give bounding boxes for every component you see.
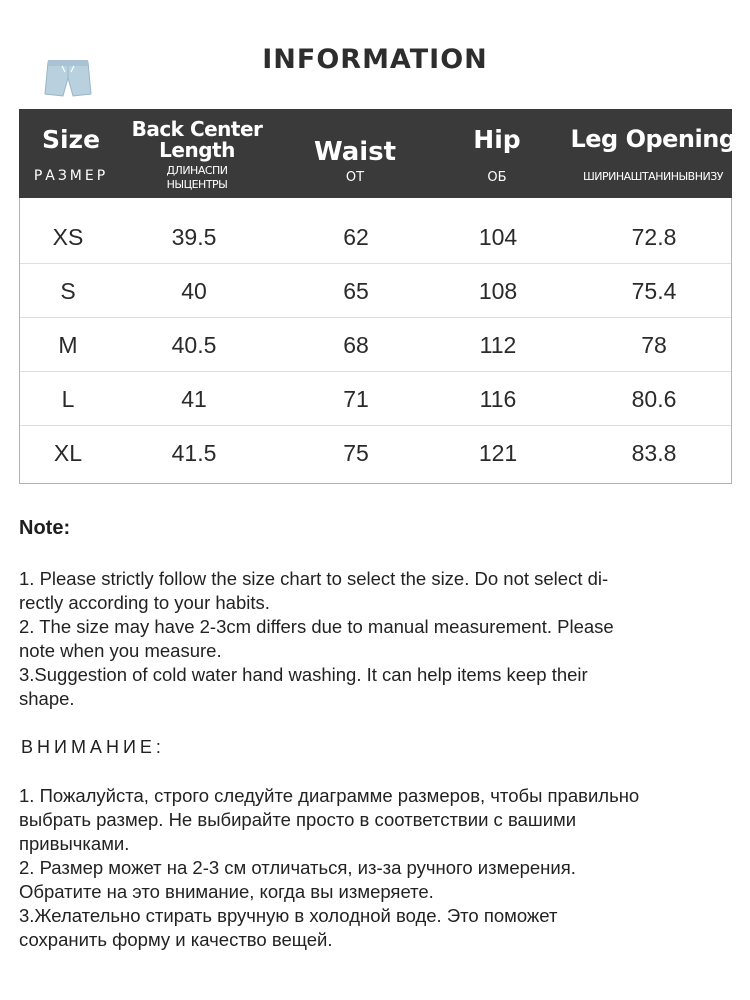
size-cell: XS (52, 224, 84, 250)
column-header-label-line1: Back Center (131, 117, 263, 141)
column-header-label-line2: Length (159, 138, 235, 162)
size-cell: M (58, 332, 78, 358)
page-title: INFORMATION (262, 44, 488, 75)
column-header-sublabel-line2: НЫЦЕНТРЫ (166, 178, 228, 191)
note-body-en (19, 567, 719, 711)
waist-cell: 71 (343, 386, 369, 412)
waist-cell: 65 (343, 278, 369, 304)
size-table (19, 109, 736, 484)
hip-cell: 104 (478, 224, 518, 250)
back-length-cell: 41.5 (171, 440, 217, 466)
leg-opening-cell: 80.6 (631, 386, 677, 412)
table-row (20, 318, 731, 372)
leg-opening-cell: 72.8 (631, 224, 677, 250)
note-line: rectly according to your habits. (19, 592, 270, 613)
hip-cell: 116 (479, 386, 517, 412)
back-length-cell: 40 (181, 278, 207, 304)
note-line: 2. The size may have 2-3cm differs due to manual measurement. Please (19, 616, 614, 637)
table-header (19, 109, 736, 198)
back-length-cell: 39.5 (171, 224, 217, 250)
column-header-back-center-length (123, 109, 271, 198)
column-header-sublabel: РАЗМЕР (33, 168, 109, 184)
column-header-label: Hip (473, 125, 521, 154)
note-line: 1. Пожалуйста, строго следуйте диаграмме размеров, чтобы правильно (19, 785, 640, 806)
note-title: Note: (19, 517, 71, 539)
column-header-sublabel: ОБ (487, 170, 507, 185)
column-header-label: Leg Opening (570, 125, 736, 153)
note-line: 2. Размер может на 2-3 см отличаться, из-за ручного измерения. (19, 857, 576, 878)
column-header-leg-opening (555, 109, 750, 198)
note-title-ru: ВНИМАНИЕ: (21, 737, 165, 757)
table-body (20, 210, 731, 480)
note-line: 3.Желательно стирать вручную в холодной воде. Это поможет (19, 905, 558, 926)
hip-cell: 108 (478, 278, 518, 304)
note-line: Обратите на это внимание, когда вы измеряете. (19, 881, 434, 902)
note-line: привычками. (19, 833, 130, 854)
table-row (20, 426, 731, 480)
waist-cell: 62 (343, 224, 369, 250)
column-header-sublabel: ШИРИНАШТАНИНЫВНИЗУ (583, 170, 723, 183)
column-header-size (19, 109, 123, 198)
waist-cell: 75 (343, 440, 369, 466)
waist-cell: 68 (343, 332, 369, 358)
leg-opening-cell: 75.4 (631, 278, 677, 304)
size-cell: XL (53, 440, 83, 466)
note-line: выбрать размер. Не выбирайте просто в соответствии с вашими (19, 809, 577, 830)
column-header-hip (439, 109, 555, 198)
hip-cell: 112 (479, 332, 517, 358)
note-line: note when you measure. (19, 640, 222, 661)
note-line: shape. (19, 688, 75, 709)
column-header-sublabel: ОТ (345, 170, 365, 185)
note-line: 1. Please strictly follow the size chart to select the size. Do not select di- (19, 568, 609, 589)
column-header-sublabel-line1: ДЛИНАСПИ (166, 164, 228, 177)
hip-cell: 121 (478, 440, 518, 466)
note-body-ru (19, 784, 729, 952)
table-row (20, 264, 731, 318)
note-line: 3.Suggestion of cold water hand washing. It can help items keep their (19, 664, 588, 685)
back-length-cell: 41 (181, 386, 207, 412)
size-cell: S (60, 278, 76, 304)
column-header-waist (271, 109, 439, 198)
leg-opening-cell: 78 (641, 332, 667, 358)
note-line: сохранить форму и качество вещей. (19, 929, 333, 950)
back-length-cell: 40.5 (171, 332, 217, 358)
table-row (20, 372, 731, 426)
column-header-label: Size (41, 125, 101, 154)
leg-opening-cell: 83.8 (631, 440, 677, 466)
table-row (20, 210, 731, 264)
column-header-label: Waist (313, 137, 397, 167)
size-cell: L (61, 386, 75, 412)
